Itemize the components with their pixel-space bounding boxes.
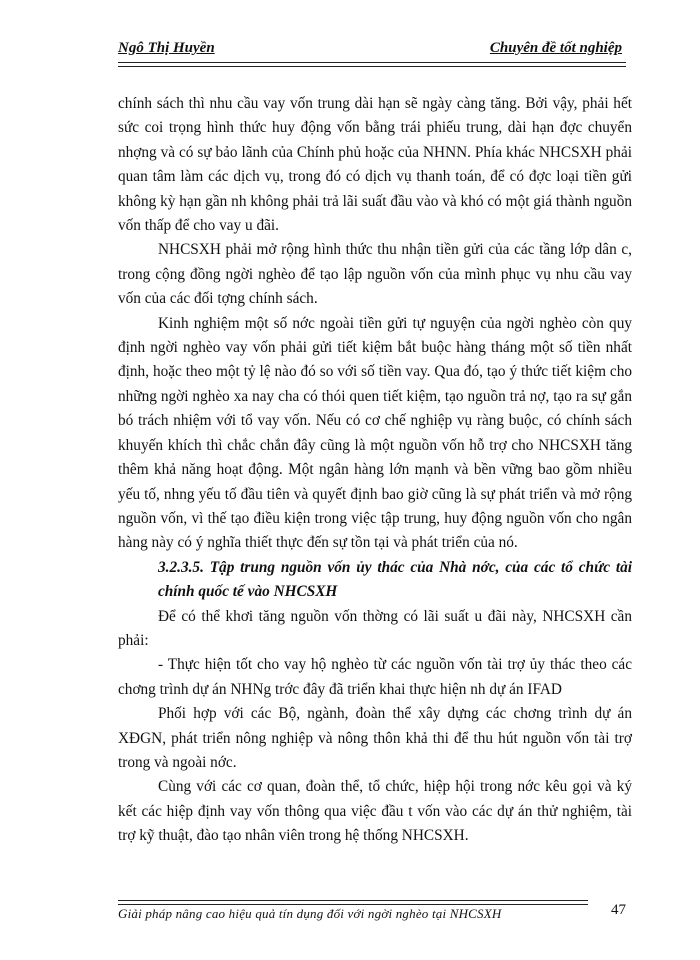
header-title: Chuyên đề tốt nghiệp bbox=[489, 40, 622, 56]
page-footer bbox=[118, 900, 626, 930]
section-heading: 3.2.3.5. Tập trung nguồn vốn ủy thác của Nhà nớc, của các tổ chức tài chính quốc tế vào NHCSXH bbox=[158, 558, 632, 601]
paragraph: NHCSXH phải mở rộng hình thức thu nhận tiền gửi của các tầng lớp dân c, trong cộng đồng ngời nghèo để tạo lập nguồn vốn của mình phục vụ nhu cầu vay vốn của các đối tợng chính sách. bbox=[118, 241, 632, 308]
page-number: 47 bbox=[611, 902, 626, 918]
footer-rule bbox=[118, 900, 588, 901]
paragraph: Kinh nghiệm một số nớc ngoài tiền gửi tự nguyện của ngời nghèo còn quy định ngời nghèo vay vốn phải gửi tiết kiệm bắt buộc hàng tháng một số tiền nhất định, hoặc theo một tỷ lệ nào đó so với số tiền vay. Qua đó, tạo ý thức tiết kiệm cho những ngời nghèo xa nay cha có thói quen tiết kiệm, tạo nguồn trả nợ, tạo ra sự gắn bó trách nhiệm với tổ vay vốn. Nếu có cơ chế nghiệp vụ ràng buộc, có chính sách khuyến khích thì chắc chắn đây cũng là một nguồn vốn hỗ trợ cho NHCSXH tăng thêm khả năng hoạt động. Một ngân hàng lớn mạnh và bền vững bao gồm nhiều yếu tố, nhng yếu tố đầu tiên và quyết định bao giờ cũng là sự phát triển và mở rộng nguồn vốn, vì thế tạo điều kiện trong việc tập trung, huy động nguồn vốn cho ngân hàng này có ý nghĩa thiết thực đến sự tồn tại và phát triển của nó. bbox=[118, 314, 632, 552]
page-body bbox=[118, 92, 632, 849]
footer-rule-thin bbox=[118, 904, 588, 905]
paragraph: Phối hợp với các Bộ, ngành, đoàn thể xây dựng các chơng trình dự án XĐGN, phát triển nông nghiệp và nông thôn khả thi để thu hút nguồn vốn tài trợ trong và ngoài nớc. bbox=[118, 705, 632, 771]
footer-text: Giải pháp nâng cao hiệu quả tín dụng đối với ngời nghèo tại NHCSXH bbox=[118, 906, 502, 921]
header-author: Ngô Thị Huyền bbox=[118, 40, 215, 56]
paragraph: Để có thể khơi tăng nguồn vốn thờng có lãi suất u đãi này, NHCSXH cần phải: bbox=[118, 607, 632, 649]
header-rule-thin bbox=[118, 66, 626, 67]
header-rule bbox=[118, 62, 626, 63]
paragraph: chính sách thì nhu cầu vay vốn trung dài hạn sẽ ngày càng tăng. Bởi vậy, phải hết sức coi trọng hình thức huy động vốn bằng trái phiếu trung, dài hạn đợc chuyển nhợng và có sự bảo lãnh của Chính phủ hoặc của NHNN. Phía khác NHCSXH phải quan tâm làm các dịch vụ, trong đó có dịch vụ thanh toán, để có đợc loại tiền gửi không kỳ hạn gần nh không phải trả lãi suất đầu vào và khó có một giá thành nguồn vốn thấp để cho vay u đãi. bbox=[118, 95, 632, 235]
paragraph: - Thực hiện tốt cho vay hộ nghèo từ các nguồn vốn tài trợ ủy thác theo các chơng trình dự án NHNg trớc đây đã triển khai thực hiện nh dự án IFAD bbox=[118, 656, 632, 698]
page-header bbox=[118, 38, 626, 68]
paragraph: Cùng với các cơ quan, đoàn thể, tổ chức, hiệp hội trong nớc kêu gọi và ký kết các hiệp định vay vốn thông qua việc đầu t vốn vào các dự án thử nghiệm, tài trợ kỹ thuật, đào tạo nhân viên trong hệ thống NHCSXH. bbox=[118, 778, 632, 845]
